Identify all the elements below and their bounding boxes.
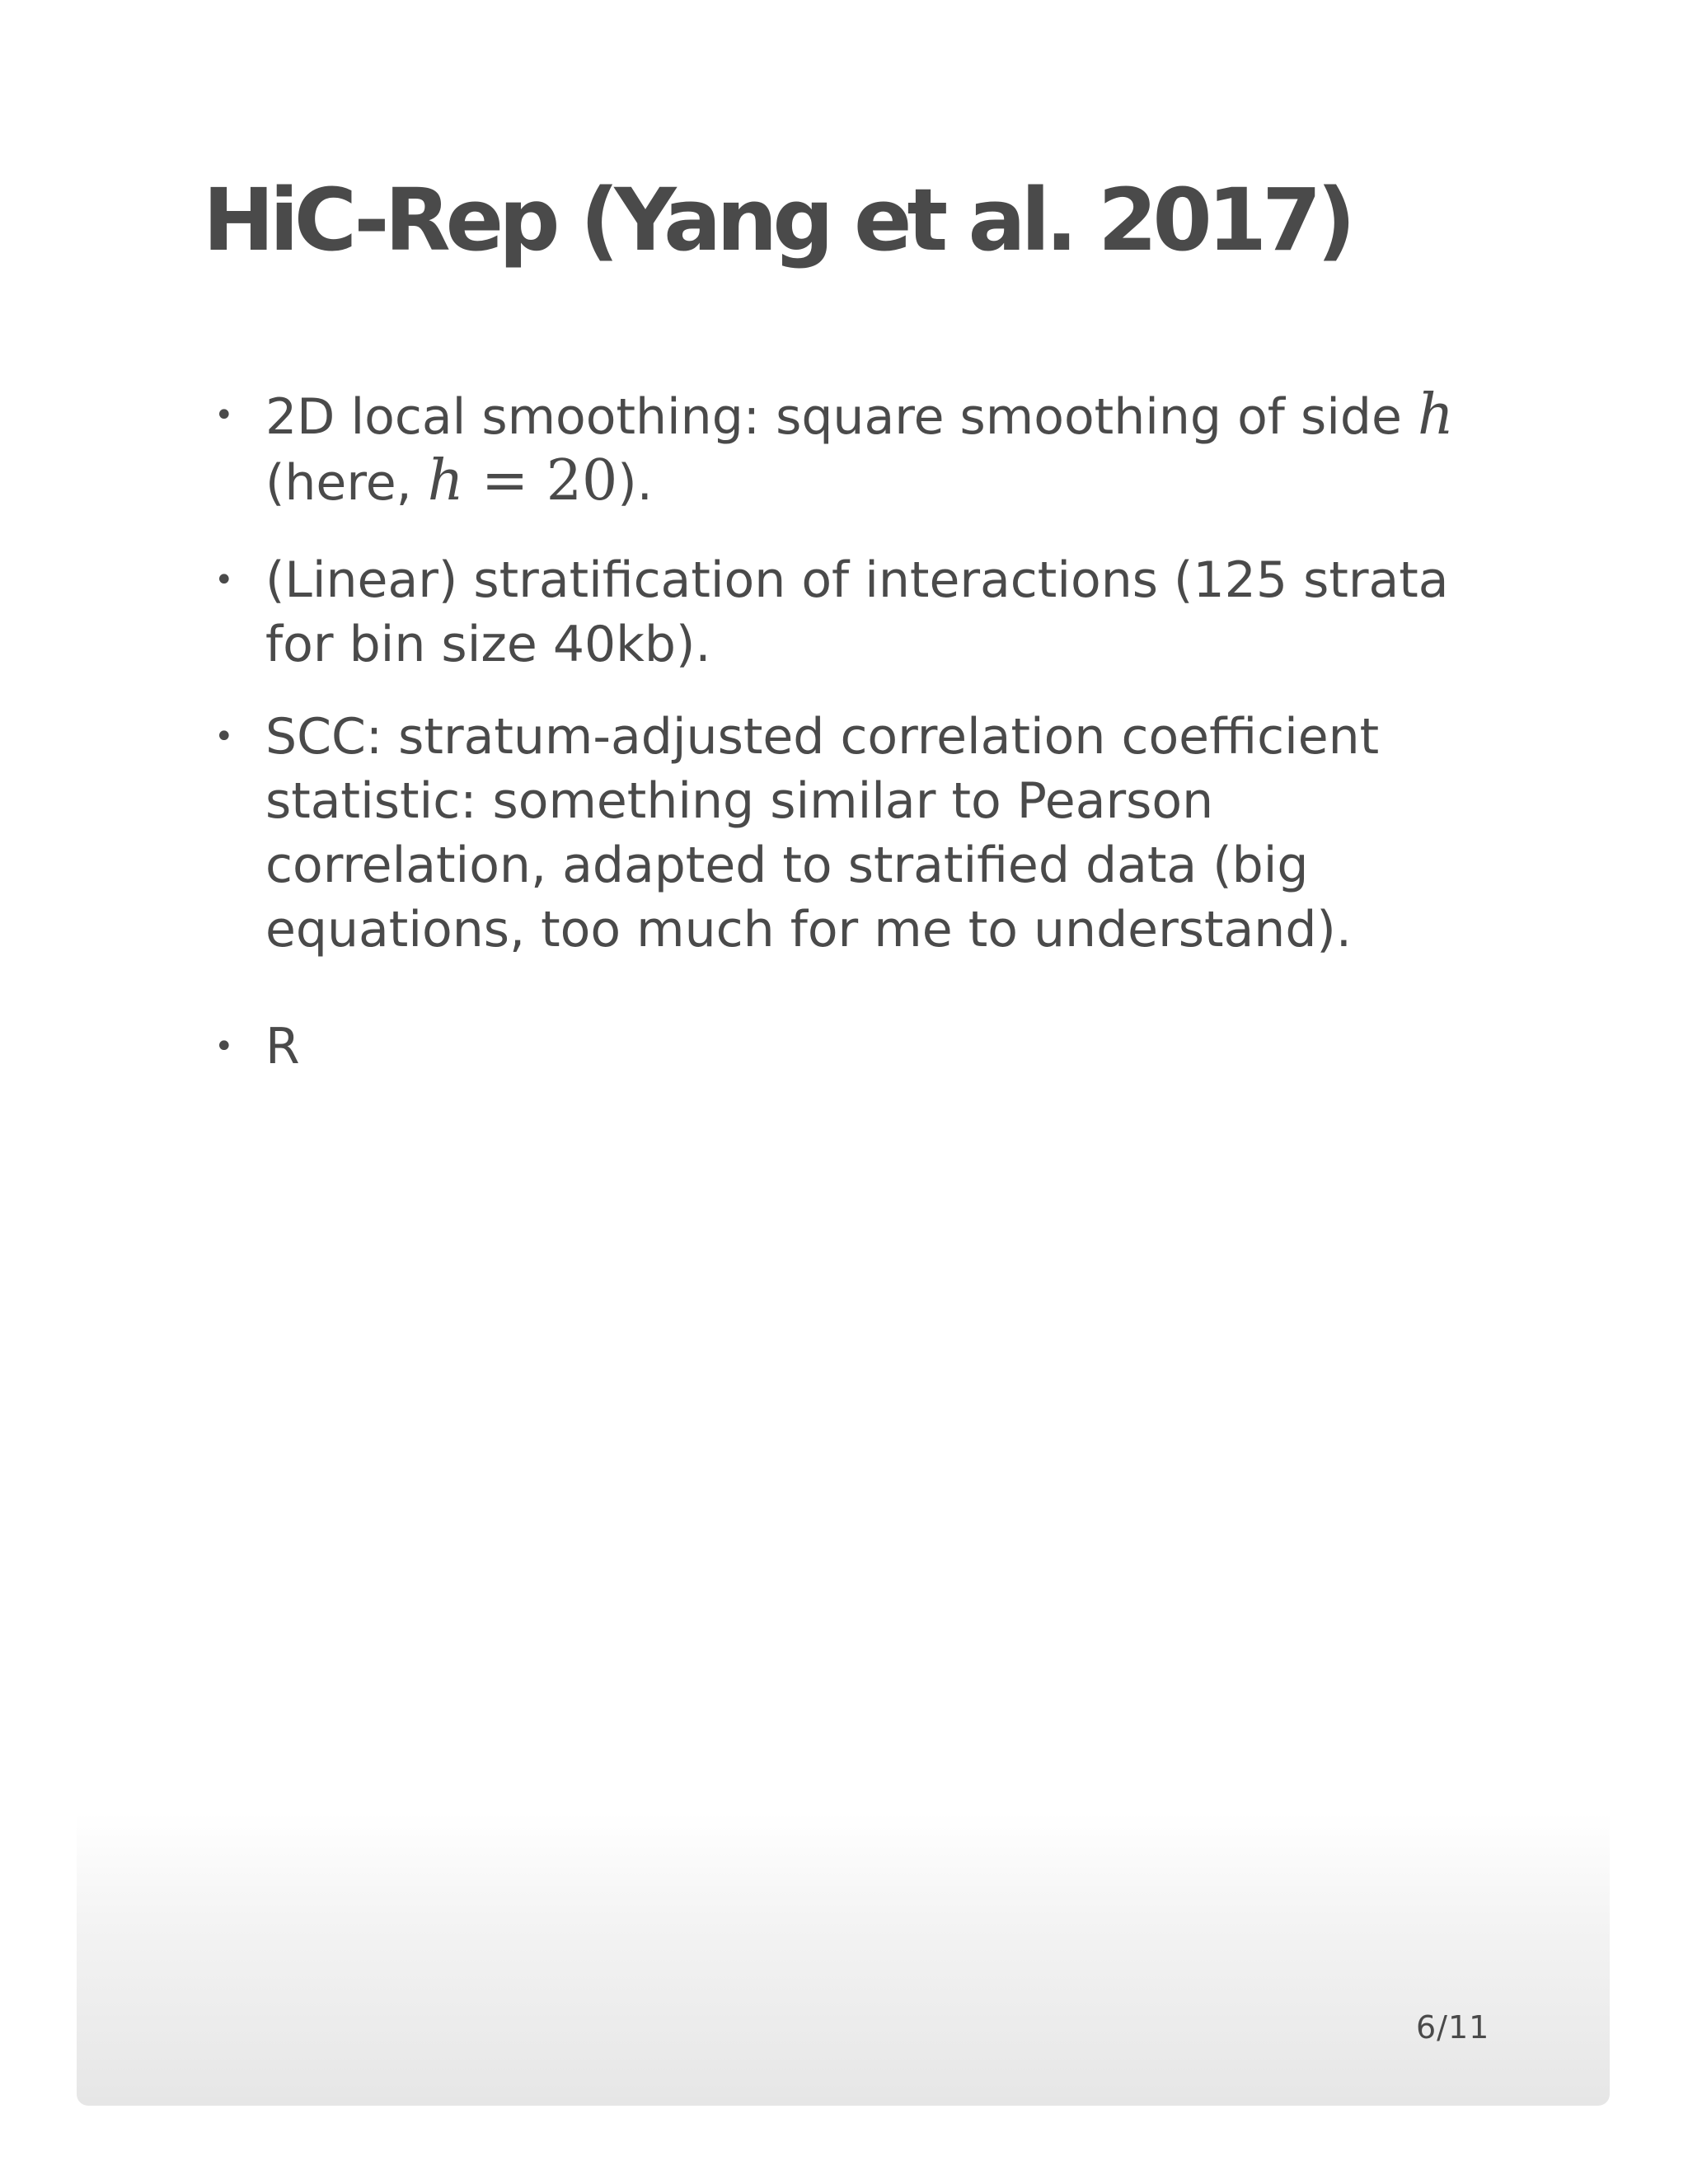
bullet-marker: •	[214, 718, 234, 756]
bullet-text: R	[265, 1018, 300, 1076]
bullet-marker: •	[214, 396, 234, 434]
math-variable: h	[1418, 382, 1454, 448]
bullet-item-stratification	[203, 548, 1489, 677]
math-variable: h	[427, 448, 464, 513]
bullet-item-r	[203, 1015, 1489, 1079]
bullet-text: SCC: stratum-adjusted correlation coefficient statistic: something similar to Pearson correlation, adapted to stratified data (big equations, too much for me to understand).	[265, 708, 1380, 958]
bullet-marker: •	[214, 1028, 234, 1066]
bullet-marker: •	[214, 561, 234, 599]
bullet-text: 2D local smoothing: square smoothing of side	[265, 388, 1418, 446]
math-expression: = 20	[463, 448, 618, 513]
bullet-item-smoothing	[203, 383, 1489, 515]
slide-title: HiC-Rep (Yang et al. 2017)	[203, 170, 1351, 270]
bullet-text: (here,	[265, 454, 428, 512]
bullet-list	[203, 383, 1489, 1079]
bullet-text: (Linear) stratification of interactions (125 strata for bin size 40kb).	[265, 551, 1449, 673]
page-number: 6/11	[1416, 2009, 1490, 2046]
bullet-item-scc	[203, 705, 1489, 962]
bullet-text: ).	[617, 454, 653, 512]
